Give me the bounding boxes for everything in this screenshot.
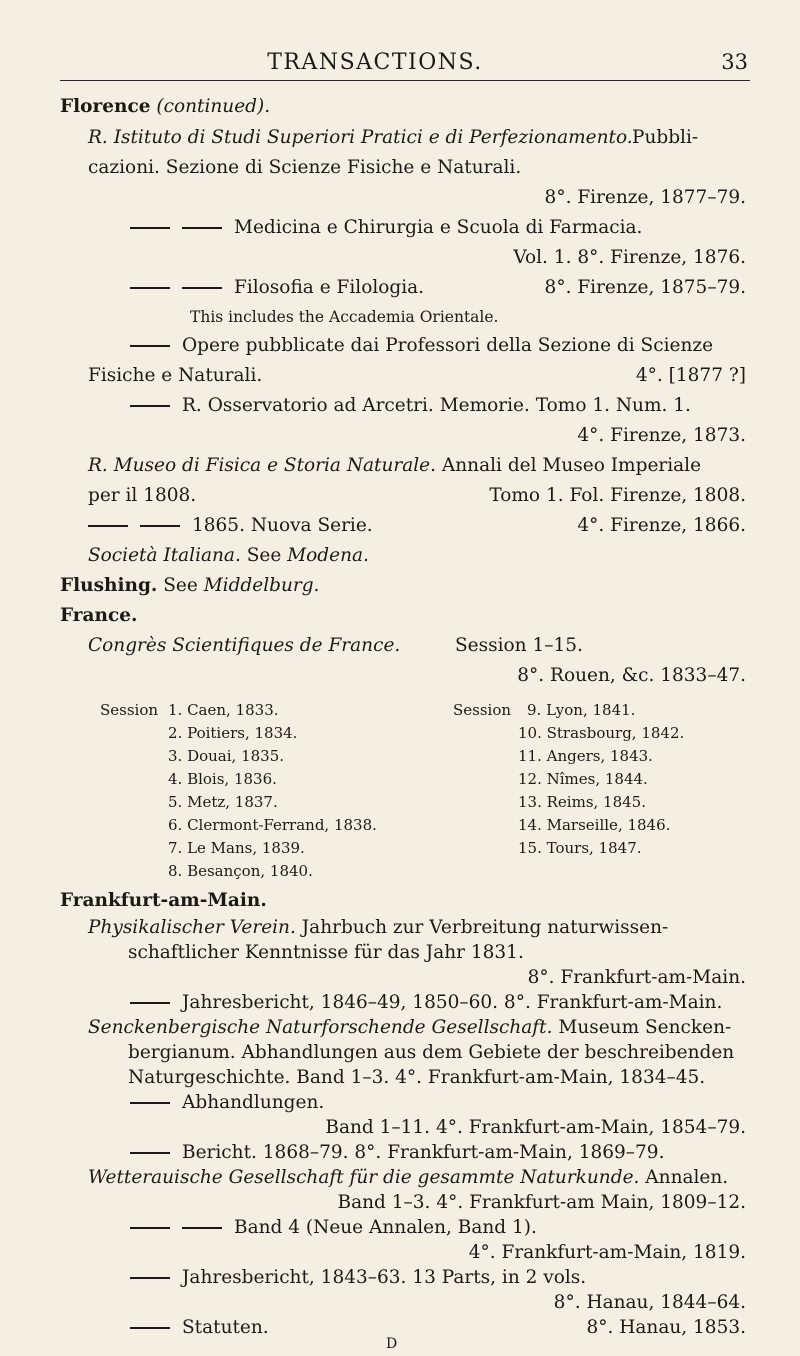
istituto-entry [88, 125, 633, 151]
opere-cont: Fisiche e Naturali. [88, 365, 263, 386]
ditto-dash [130, 287, 170, 289]
osservatorio-entry [130, 393, 691, 419]
jahres2-title: Jahresbericht, 1843–63. 13 Parts, in 2 vols. [182, 1267, 587, 1288]
medicina-title: Medicina e Chirurgia e Scuola di Farmacia. [234, 217, 643, 238]
physik-title: Physikalischer Verein. [88, 917, 296, 938]
societa-entry [88, 543, 369, 569]
see-label: See [163, 575, 198, 596]
filosofia-imprint: 8°. Firenze, 1875–79. [544, 277, 746, 298]
flushing-entry [60, 573, 319, 599]
session-item: 10. Strasbourg, 1842. [518, 724, 685, 742]
ditto-dash [130, 227, 170, 229]
osservatorio-imprint: 4°. Firenze, 1873. [577, 425, 746, 446]
statuten-title-line [130, 1315, 269, 1341]
istituto-cont: cazioni. Sezione di Scienze Fisiche e Naturali. [88, 157, 522, 178]
ditto-dash [130, 345, 170, 347]
filosofia-entry [130, 275, 424, 301]
band4-entry [130, 1215, 537, 1241]
abhandlungen-imprint: Band 1–11. 4°. Frankfurt-am-Main, 1854–79. [325, 1117, 746, 1138]
france-heading: France. [60, 605, 138, 626]
opere-title: Opere pubblicate dai Professori della Sezione di Scienze [182, 335, 714, 356]
session-item: 9. Lyon, 1841. [527, 701, 636, 719]
ditto-dash [130, 405, 170, 407]
florence-heading-line [60, 94, 270, 120]
session-item: 2. Poitiers, 1834. [168, 724, 298, 742]
senck-text: Museum Sencken- [558, 1017, 732, 1038]
congres-entry [88, 633, 400, 659]
statuten-imprint-line [586, 1315, 746, 1341]
statuten-imprint: 8°. Hanau, 1853. [586, 1317, 746, 1338]
running-title: TRANSACTIONS. [267, 50, 483, 75]
jahresbericht-title: Jahresbericht, 1846–49, 1850–60. 8°. Frankfurt-am-Main. [182, 992, 723, 1013]
band4-title: Band 4 (Neue Annalen, Band 1). [234, 1217, 537, 1238]
session-item: 6. Clermont-Ferrand, 1838. [168, 816, 377, 834]
wett-imprint: Band 1–3. 4°. Frankfurt-am Main, 1809–12. [337, 1192, 746, 1213]
wett-title: Wetterauische Gesellschaft für die gesammte Naturkunde. [88, 1167, 640, 1188]
session-item: 4. Blois, 1836. [168, 770, 277, 788]
session-item: 3. Douai, 1835. [168, 747, 285, 765]
museo-entry [88, 453, 701, 479]
congres-sessions: Session 1–15. [455, 635, 583, 656]
senck-entry [88, 1015, 731, 1041]
ditto-dash [130, 1227, 170, 1229]
nuova-serie-imprint: 4°. Firenze, 1866. [577, 515, 746, 536]
jahres2-title-line [130, 1265, 586, 1291]
senck-title: Senckenbergische Naturforschende Gesellschaft. [88, 1017, 553, 1038]
session-item: 5. Metz, 1837. [168, 793, 278, 811]
jahres2-imprint-line [554, 1290, 746, 1316]
filosofia-title: Filosofia e Filologia. [234, 277, 425, 298]
page-header [0, 50, 800, 84]
see-label: See [246, 545, 282, 566]
museo-title: R. Museo di Fisica e Storia Naturale. [88, 455, 437, 476]
frankfurt-heading: Frankfurt-am-Main. [60, 890, 267, 911]
nuova-serie-entry [88, 513, 373, 539]
museo-imprint: Tomo 1. Fol. Firenze, 1808. [489, 485, 746, 506]
bericht-entry [130, 1140, 664, 1166]
statuten-title: Statuten. [182, 1317, 269, 1338]
bericht-title: Bericht. 1868–79. 8°. Frankfurt-am-Main, 1869–79. [182, 1142, 665, 1163]
session-item: 12. Nîmes, 1844. [518, 770, 648, 788]
congres-title: Congrès Scientifiques de France. [88, 635, 401, 656]
istituto-imprint: 8°. Firenze, 1877–79. [544, 187, 746, 208]
physik-imprint: 8°. Frankfurt-am-Main. [527, 967, 746, 988]
flushing-heading: Flushing. [60, 575, 158, 596]
senck-cont1: bergianum. Abhandlungen aus dem Gebiete der beschreibenden [128, 1042, 735, 1063]
medicina-imprint: Vol. 1. 8°. Firenze, 1876. [513, 247, 746, 268]
band4-imprint-line [469, 1240, 746, 1266]
senck-cont2: Naturgeschichte. Band 1–3. 4°. Frankfurt-am-Main, 1834–45. [128, 1067, 706, 1088]
ditto-dash [182, 227, 222, 229]
session-item: 13. Reims, 1845. [518, 793, 646, 811]
ditto-dash [130, 1102, 170, 1104]
ditto-dash [130, 1152, 170, 1154]
header-rule [60, 80, 750, 81]
societa-ref: Modena. [287, 545, 369, 566]
wett-text: Annalen. [645, 1167, 729, 1188]
session-item: 15. Tours, 1847. [518, 839, 642, 857]
session-item: 1. Caen, 1833. [168, 701, 279, 719]
session-item: 14. Marseille, 1846. [518, 816, 671, 834]
session-label-right: Session [453, 701, 512, 719]
band4-imprint: 4°. Frankfurt-am-Main, 1819. [468, 1242, 746, 1263]
physik-text: Jahrbuch zur Verbreitung naturwissen- [301, 917, 669, 938]
ditto-dash [182, 287, 222, 289]
abhandlungen-title: Abhandlungen. [182, 1092, 325, 1113]
continued-label: (continued). [156, 96, 271, 117]
congres-imprint: 8°. Rouen, &c. 1833–47. [517, 665, 746, 686]
physik-entry [88, 915, 668, 941]
page-number: 33 [721, 50, 748, 74]
jahresbericht-entry [130, 990, 722, 1016]
session-item: 11. Angers, 1843. [518, 747, 653, 765]
session-label-left: Session [100, 701, 159, 719]
ditto-dash [130, 1002, 170, 1004]
opere-imprint: 4°. [1877 ?] [635, 365, 746, 386]
osservatorio-title: R. Osservatorio ad Arcetri. Memorie. Tomo 1. Num. 1. [182, 395, 691, 416]
museo-text: Annali del Museo Imperiale [441, 455, 702, 476]
nuova-serie-title: 1865. Nuova Serie. [192, 515, 373, 536]
ditto-dash [88, 525, 128, 527]
ditto-dash [182, 1227, 222, 1229]
opere-entry [130, 333, 713, 359]
session-item: 7. Le Mans, 1839. [168, 839, 305, 857]
istituto-pub: Pubbli- [632, 127, 699, 148]
societa-title: Società Italiana. [88, 545, 241, 566]
abhandlungen-entry [130, 1090, 324, 1116]
medicina-entry [130, 215, 642, 241]
jahres2-imprint: 8°. Hanau, 1844–64. [553, 1292, 746, 1313]
ditto-dash [130, 1327, 170, 1329]
istituto-title: R. Istituto di Studi Superiori Pratici e di Perfezionamento. [88, 127, 633, 148]
ditto-dash [140, 525, 180, 527]
accademia-note: This includes the Accademia Orientale. [190, 308, 499, 326]
flushing-ref: Middelburg. [203, 575, 320, 596]
physik-cont: schaftlicher Kenntnisse für das Jahr 1831. [128, 942, 524, 963]
florence-heading: Florence [60, 96, 151, 117]
wett-entry [88, 1165, 728, 1191]
session-item: 8. Besançon, 1840. [168, 862, 313, 880]
signature-mark: D [386, 1336, 398, 1352]
museo-cont: per il 1808. [88, 485, 197, 506]
ditto-dash [130, 1277, 170, 1279]
